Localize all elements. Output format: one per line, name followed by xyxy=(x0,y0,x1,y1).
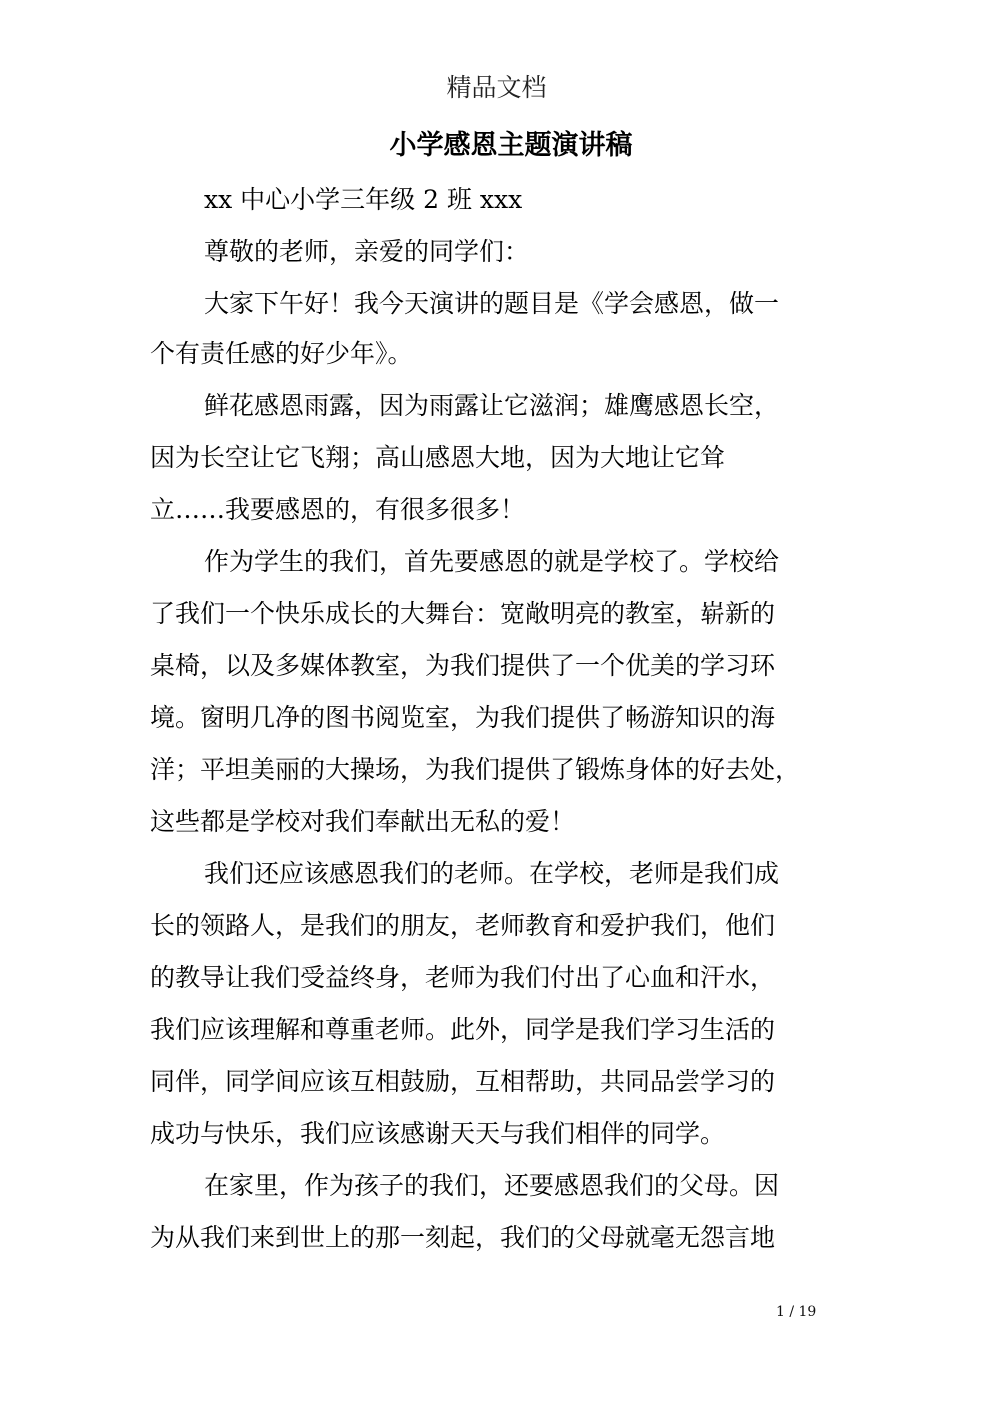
text-line: 我们应该理解和尊重老师。此外，同学是我们学习生活的 xyxy=(150,1015,776,1044)
page-number: 1 / 19 xyxy=(776,1304,817,1320)
text-line: 长的领路人，是我们的朋友，老师教育和爱护我们，他们 xyxy=(150,911,776,940)
text-line: 洋；平坦美丽的大操场，为我们提供了锻炼身体的好去处， xyxy=(150,755,801,784)
text-line: 境。窗明几净的图书阅览室，为我们提供了畅游知识的海 xyxy=(150,703,776,732)
text-line: 大家下午好！我今天演讲的题目是《学会感恩，做一 xyxy=(204,289,780,318)
text-line: 了我们一个快乐成长的大舞台：宽敞明亮的教室，崭新的 xyxy=(150,599,776,628)
text-line: 同伴，同学间应该互相鼓励，互相帮助，共同品尝学习的 xyxy=(150,1067,776,1096)
text-line: 我们还应该感恩我们的老师。在学校，老师是我们成 xyxy=(204,859,780,888)
text-line: 为从我们来到世上的那一刻起，我们的父母就毫无怨言地 xyxy=(150,1223,776,1252)
text-line: 的教导让我们受益终身，老师为我们付出了心血和汗水， xyxy=(150,963,776,992)
text-line: 这些都是学校对我们奉献出无私的爱！ xyxy=(150,807,576,836)
text-line: 作为学生的我们，首先要感恩的就是学校了。学校给 xyxy=(204,547,780,576)
text-line: 立……我要感恩的，有很多很多！ xyxy=(150,495,526,524)
text-line: 在家里，作为孩子的我们，还要感恩我们的父母。因 xyxy=(204,1171,780,1200)
text-line: 个有责任感的好少年》。 xyxy=(150,339,413,368)
text-line: 成功与快乐，我们应该感谢天天与我们相伴的同学。 xyxy=(150,1119,726,1148)
text-line: 因为长空让它飞翔；高山感恩大地，因为大地让它耸 xyxy=(150,443,726,472)
document-title: 小学感恩主题演讲稿 xyxy=(389,130,633,161)
text-line: xx 中心小学三年级 2 班 xxx xyxy=(204,185,523,214)
text-line: 鲜花感恩雨露，因为雨露让它滋润；雄鹰感恩长空， xyxy=(204,391,780,420)
text-line: 桌椅，以及多媒体教室，为我们提供了一个优美的学习环 xyxy=(150,651,776,680)
text-line: 尊敬的老师，亲爱的同学们： xyxy=(204,237,530,266)
document-header: 精品文档 xyxy=(446,73,547,102)
